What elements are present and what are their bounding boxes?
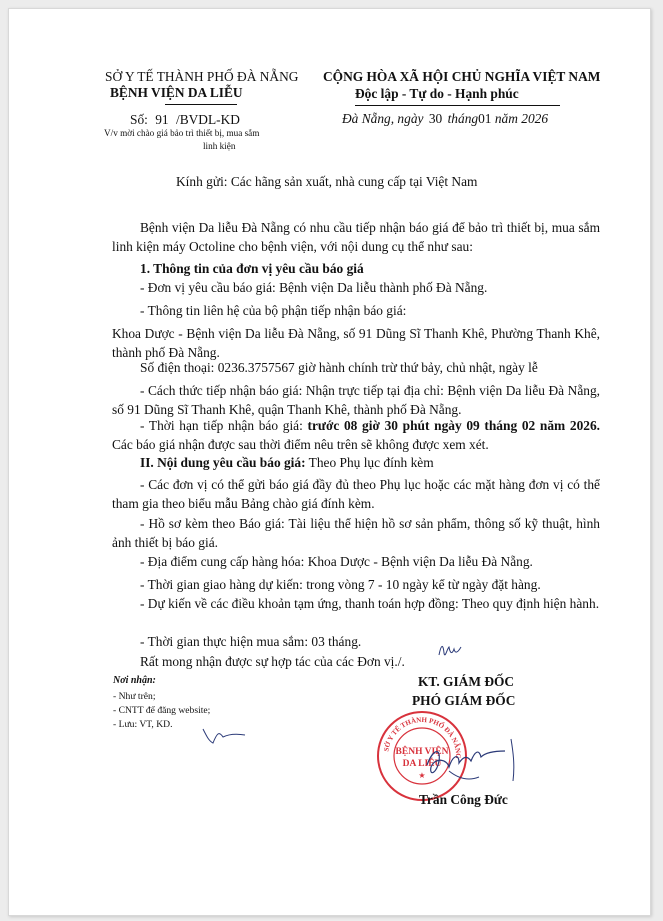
- s2-participating-units: - Các đơn vị có thể gửi báo giá đầy đủ theo Phụ lục hoặc các mặt hàng đơn vị có thể tham gia theo biểu mẫu Bảng chào giá đính kèm.: [112, 477, 600, 511]
- deadline-prefix: - Thời hạn tiếp nhận báo giá:: [140, 418, 308, 433]
- s1-deadline: [112, 416, 600, 454]
- unit-underline: [165, 104, 237, 105]
- date-year: năm 2026: [494, 111, 549, 126]
- s1-requesting-unit: - Đơn vị yêu cầu báo giá: Bệnh viện Da liễu thành phố Đà Nẵng.: [140, 280, 488, 295]
- s1-contact-label: - Thông tin liên hệ của bộ phận tiếp nhận báo giá:: [140, 303, 407, 318]
- issuing-unit-text: BỆNH VIỆN DA LIỄU: [110, 85, 243, 100]
- document-date: [342, 111, 548, 127]
- section-1-title: 1. Thông tin của đơn vị yêu cầu báo giá: [140, 261, 364, 276]
- stamp-ring-text: SỞ Y TẾ THÀNH PHỐ ĐÀ NẴNG: [382, 715, 463, 759]
- date-month-label: tháng: [447, 111, 479, 126]
- doc-number-suffix: /BVDL-KD: [175, 112, 240, 127]
- subject-line-2: linh kiện: [203, 141, 236, 151]
- s1-contact-address: Khoa Dược - Bệnh viện Da liễu Đà Nẵng, số 91 Dũng Sĩ Thanh Khê, Phường Thanh Khê, thành phố Đà Nẵng.: [112, 326, 600, 360]
- section-2-title: [112, 453, 600, 472]
- date-day: 30: [428, 111, 443, 126]
- issuing-authority: SỞ Y TẾ THÀNH PHỐ ĐÀ NẴNG: [105, 69, 299, 84]
- recipients-title: Nơi nhận:: [113, 675, 156, 686]
- doc-number-prefix: Số:: [130, 112, 148, 127]
- date-prefix: Đà Nẵng, ngày: [342, 111, 424, 126]
- doc-number-value: 91: [155, 112, 169, 127]
- date-month: 01: [478, 111, 492, 126]
- deadline-date: trước 08 giờ 30 phút ngày 09 tháng 02 năm 2026.: [307, 418, 601, 433]
- recipient-item: - Lưu: VT, KD.: [113, 719, 173, 730]
- s2-payment-terms: - Dự kiến về các điều khoản tạm ứng, thanh toán hợp đồng: Theo quy định hiện hành.: [140, 596, 600, 611]
- initials-mark: [436, 639, 466, 661]
- section-2-title-text: II. Nội dung yêu cầu báo giá:: [140, 455, 306, 470]
- section-2-title-suffix: Theo Phụ lục đính kèm: [305, 455, 434, 470]
- s2-delivery-location: - Địa điểm cung cấp hàng hóa: Khoa Dược - Bệnh viện Da liễu Đà Nẵng.: [140, 554, 533, 569]
- handwritten-signature: [419, 731, 529, 791]
- issuing-unit: [110, 85, 243, 101]
- recipient-item: - CNTT để đăng website;: [113, 705, 211, 716]
- stamp-line-2: DA LIỄU: [402, 759, 442, 769]
- greeting: Kính gửi: Các hãng sản xuất, nhà cung cấp tại Việt Nam: [176, 174, 478, 189]
- s2-procurement-duration: - Thời gian thực hiện mua sắm: 03 tháng.: [140, 634, 362, 649]
- signature-title-2: PHÓ GIÁM ĐỐC: [412, 693, 516, 708]
- deadline-note: Các báo giá nhận được sau thời điểm nêu trên sẽ không được xem xét.: [112, 437, 489, 452]
- recipient-initials-mark: [199, 723, 249, 747]
- motto-underline: [355, 105, 560, 106]
- s2-delivery-time: - Thời gian giao hàng dự kiến: trong vòng 7 - 10 ngày kể từ ngày đặt hàng.: [140, 577, 541, 592]
- closing-sentence: Rất mong nhận được sự hợp tác của các Đơn vị./.: [140, 654, 405, 669]
- subject-line-1: V/v mời chào giá bảo trì thiết bị, mua sắm: [104, 128, 260, 138]
- svg-text:★: ★: [418, 771, 426, 780]
- stamp-line-1: BỆNH VIỆN: [395, 747, 449, 757]
- national-motto: Độc lập - Tự do - Hạnh phúc: [355, 86, 519, 101]
- recipient-item: - Như trên;: [113, 691, 156, 702]
- signer-name: Trần Công Đức: [419, 792, 508, 807]
- intro-paragraph: Bệnh viện Da liễu Đà Nẵng có nhu cầu tiếp nhận báo giá để bảo trì thiết bị, mua sắm linh kiện máy Octoline cho bệnh viện, với nội dung cụ thể như sau:: [112, 220, 600, 254]
- document-page: [8, 8, 651, 916]
- s1-receiving-method: - Cách thức tiếp nhận báo giá: Nhận trực tiếp tại địa chỉ: Bệnh viện Da liễu Đà Nẵng, số 91 Dũng Sĩ Thanh Khê, quận Thanh Khê, thành phố Đà Nẵng.: [112, 383, 600, 417]
- country-name: CỘNG HÒA XÃ HỘI CHỦ NGHĨA VIỆT NAM: [323, 69, 601, 84]
- document-number: [130, 112, 240, 128]
- s1-phone: Số điện thoại: 0236.3757567 giờ hành chính trừ thứ bảy, chủ nhật, ngày lễ: [140, 360, 538, 375]
- signature-title-1: KT. GIÁM ĐỐC: [418, 674, 515, 689]
- s2-attached-documents: - Hồ sơ kèm theo Báo giá: Tài liệu thể hiện hồ sơ sản phẩm, thông số kỹ thuật, hình ảnh thiết bị báo giá.: [112, 516, 600, 550]
